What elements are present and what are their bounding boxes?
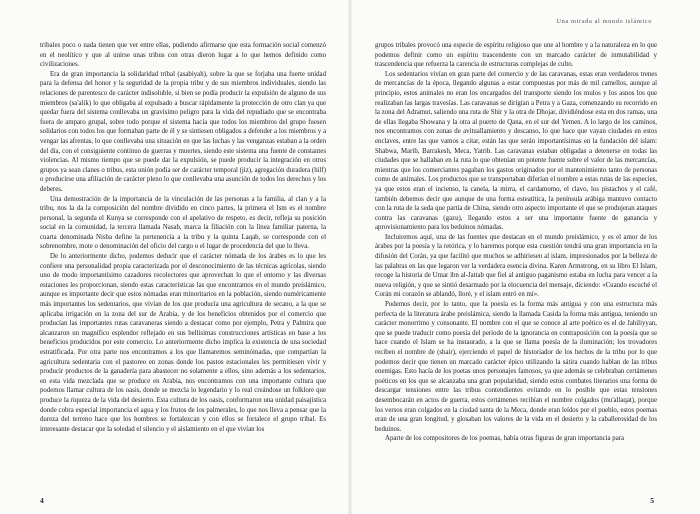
right-page bbox=[351, 0, 700, 514]
left-paragraph: tribales poco o nada tienen que ver entre ellas, pudiendo afirmarse que esta formación social comenzó en el neolítico y que al unirse unas tribus con otras dieron lugar a lo que hemos definido como civilizaciones. bbox=[40, 42, 326, 69]
right-paragraph: grupos tribales provocó una especie de espíritu religioso que une al hombre y a la naturaleza en lo que podemos definir como un espíritu trascendente con un marcado carácter de inmutabilidad y trascendencia que refuerza la carencia de estructuras complejas de culto. bbox=[375, 42, 657, 69]
left-page-body bbox=[40, 41, 326, 494]
left-paragraph: De lo anteriormente dicho, podemos deducir que el carácter nómada de los árabes es lo que les confiere una personalidad propia caracterizada por el desconocimiento de las técnicas agrícolas, siendo uno de modo importantísimo cazadores recolectores que aprovechan lo que el entorno y las diversas estaciones les proporcionan, siendo estas características las que encontramos en el mundo preislámico, aunque es importante decir que estos nómadas eran minoritarios en la población, siendo numéricamente más importantes los sedentarios, que vivían de los que producía una agricultura de secano, a la que se aplicaba irrigación en la zona del sur de Arabia, y de los beneficios obtenidos por el comercio que producían las importantes rutas caravaneras siendo a destacar como por ejemplo, Petra y Palmira que alcanzaron un magnífico esplendor reflejado en sus bellísimas construcciones artísticas en base a los beneficios producidos por este comercio. Lo anteriormente dicho implica la existencia de una sociedad estratificada. Por otra parte nos encontramos a los que llamaremos seminómadas, que compartían la agricultura sedentaria con el pastoreo en zonas donde los pastos estacionales les permitiesen vivir y producir productos de la ganadería para abastecer no solamente a ellos, sino además a los sedentarios, en esta vida mezclada que se produce en Arabia, nos encontramos con una importante cultura que podemos llamar cultura de los oasis, donde se mezcla lo legendario y lo real creándose un folklore que produce la riqueza de la vida del desierto. Esta cultura de los oasis, conformaron una unidad paisajística donde cobra especial importancia el agua y los frutos de los palmerales, lo que nos lleva a pensar que la dureza del terreno hace que los hombres se fortalezcan y con ellos se fortalece el grupo tribal. Es interesante destacar que la soledad el silencio y el aislamiento en el que vivían los bbox=[40, 253, 326, 433]
left-page bbox=[0, 0, 349, 514]
right-paragraph: Podemos decir, por lo tanto, que la poesía es la forma más antigua y con una estructura más perfecta de la literatura árabe preislámica, siendo la llamada Casida la forma más antigua, teniendo un carácter monorrimo y consonante. El nombre con el que se conoce al arte poético es el de Jahiliyyan, que se puede traducir como poesía del período de la ignorancia en contraposición con la poesía que se hace cuando el Islam se ha instaurado, a la que se llama poesía de la iluminación; los trovadores reciben el nombre de (shair), ejerciendo el papel de historiador de los hechos de la tribu por lo que podemos decir que tienen un marcado carácter épico utilizando la sátira cuando hablan de las tribus enemigas. Esto hacía de los poetas unos personajes famosos, ya que además se celebraban certámenes poéticos en los que se alcanzaba una gran popularidad, siendo estos combates literarios una forma de descargar tensiones entre las tribus contendientes evitando en lo posible que estas tensiones desembocarán en actos de guerra, estos certámenes recibían el nombre colgados (mu'allaqat), porque los versos eran colgados en la ciudad santa de la Meca, donde eran leídos por el pueblo, estos poemas eran de una gran longitud, y glosaban los valores de la vida en el desierto y la caballerosidad de los beduinos. bbox=[375, 301, 657, 433]
left-paragraph: Una demostración de la importancia de la vinculación de las personas a la familia, al clan y a la tribu, nos la da la composición del nombre dividido en cinco partes, la primera el Ism es el nombre personal, la segunda el Kunya se corresponde con el apelativo de respeto, es decir, refleja su posición social en la comunidad, la tercera llamada Nasab, marca la filiación con la línea familiar paterna, la cuarta denominada Nisba define la pertenencia a la tribu y la quinta Laqab, se corresponde con el sobrenombre, mote o denominación del oficio del cargo o el lugar de procedencia del que lo lleva. bbox=[40, 195, 326, 251]
right-paragraph: Aparte de los compositores de los poemas, había otras figuras de gran importancia para bbox=[385, 435, 625, 443]
left-page-number: 4 bbox=[40, 496, 44, 505]
right-page-number: 5 bbox=[650, 496, 654, 505]
right-paragraph: Los sedentarios vivían en gran parte del comercio y de las caravanas, estas eran verdaderos trenes de mercancías de la época, llegando algunas a estar compuestas por más de mil camellos, aunque al principio, estos animales no eran los encargados del transporte siendo los mulos y los asnos los que realizaban las largas travesías. Las caravanas se dirigían a Petra y a Gaza, comenzando su recorrido en la zona del Adramut, saliendo una ruta de Shir y la otra de Dhojar, dividiéndose esta en dos ramas, una de ellas llegaba Showana y la otra al puerto de Qana, en el sur del Yemen. A lo largo de los caminos, nos encontramos con zonas de avituallamiento y descanso, lo que hace que vayan ciudades en estos enclaves, entre las que vamos a citar, están las que serán importantísimas en la fundación del islam: Shabwa, Marib, Barrakesh, Meca, Yatrib. Las caravanas estaban obligadas a detenerse en todas las ciudades que se hallaban en la ruta lo que obtenían un potente fuente sobre el valor de las mercancías, mientras que los comerciantes pagaban los gastos originados por el mantenimiento tanto de personas como de animales. Los productos que se transportaban diferían el nombre a estas rutas de las especies, ya que estos eran el incienso, la canela, la mirra, el cardamomo, el clavo, los pistachos y el café, también debemos decir que aunque de una forma esteatítica, la península arábiga mantuvo contacto con la ruta de la seda que partía de China, siendo otro aspecto importante el que se produjeran ataques contra las caravanas (gazu), llegando estos a ser una importante fuente de ganancia y aprovisionamiento para los beduinos nómadas. bbox=[375, 70, 657, 232]
left-paragraph: Era de gran importancia la solidaridad tribal (asabiyah), sobre la que se forjaba una fuerte unidad para la defensa del honor y la seguridad de la propia tribu y de sus miembros individuales, siendo las relaciones de parentesco de carácter indisoluble, si bien se podía producir la expulsión de alguno de sus miembros (sa'alik) lo que obligaba al expulsado a buscar rápidamente la protección de otro clan ya que quedar fuera del sistema conllevaba un gravísimo peligro para la vida del repudiado que se encontraba fuera de amparo grupal, sobre todo porque el sistema hacía que todos los miembros del grupo fuesen solidarios con todos los que formaban parte de él y se sintiesen obligados a defender a los miembros y a vengar las afrentas, lo que conllevaba una situación en que las luchas y las venganzas estaban a la orden del día, con el consiguiente continuo de guerras y muertes, siendo este sistema una fuente de constantes violencias. Al mismo tiempo que se puede dar la expulsión, se puede producir la integración en otros grupos ya sean clanes o tribus, esta unión podía ser de carácter temporal (jiz), agregación duradera (hilf) o producirse una afiliación de carácter pleno lo que conllevaba una asunción de todos los derechos y los deberes. bbox=[40, 70, 326, 193]
running-head: Una mirada al mundo islámico bbox=[556, 18, 652, 25]
right-paragraph: Incluiremos aquí, una de las fuentes que destacan en el mundo preislámico, y es el amor de los árabes por la poesía y la retórica, y lo haremos porque esta cuestión tendrá una gran importancia en la difusión del Corán, ya que facilitó que muchos se adhiriesen al islam, impresionados por la belleza de las palabras en las que legaron ver la verdadera esencia divina. Karen Armstrong, en su libro El Islam, recoge la historia de Umar ibn al-Jattab que fiel al antiguo paganismo estaba en lucha para vencer a la nueva religión, y que se sintió desarmado por la elocuencia del mensaje, diciendo: «Cuando escuché el Corán mi corazón se ablandó, lloré, y el islam entró en mí». bbox=[375, 233, 657, 299]
right-page-body bbox=[375, 41, 657, 494]
